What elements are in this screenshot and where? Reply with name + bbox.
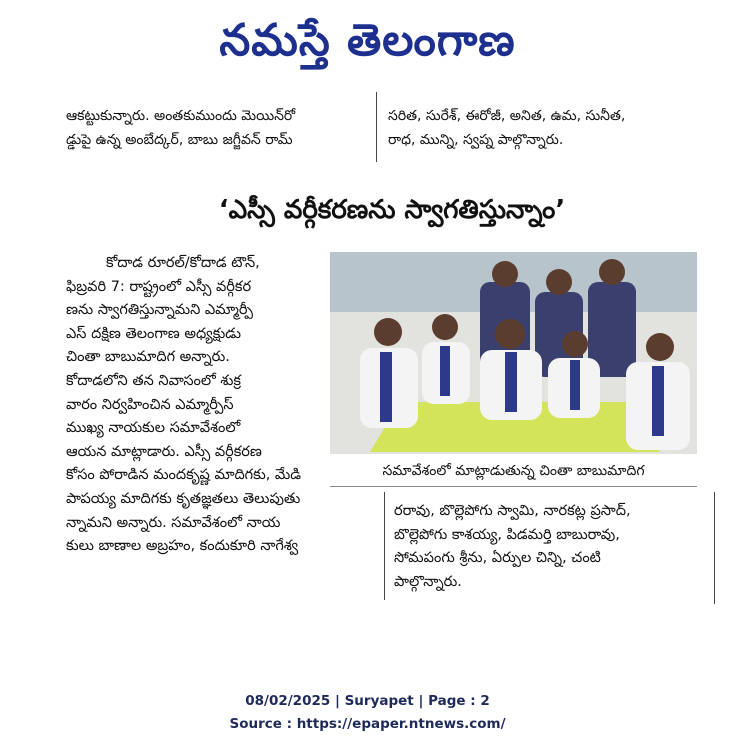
- column-divider: [384, 492, 385, 600]
- body-line: సోమపంగు శ్రీను, ఏర్పుల చిన్ని, చంటి: [394, 550, 601, 567]
- column-divider: [376, 92, 377, 162]
- body-line: కులు బాణాల అబ్రహం, కందుకూరి నాగేశ్వ: [66, 538, 299, 555]
- body-line: ఎస్ దక్షిణ తెలంగాణ అధ్యక్షుడు: [66, 325, 242, 342]
- top-right-line: సరిత, సురేశ్, ఈరోజీ, అనిత, ఉమ, సునీత,: [388, 108, 626, 124]
- article-headline: ‘ఎస్సీ వర్గీకరణను స్వాగతిస్తున్నాం’: [218, 195, 566, 225]
- body-line: ఆయన మాట్లాడారు. ఎస్సీ వర్గీకరణ: [66, 443, 262, 460]
- top-left-line: డ్డుపై ఉన్న అంబేద్కర్, బాబు జగ్జీవన్ రామ్: [66, 132, 293, 148]
- body-line: పాపయ్య మాదిగకు కృతజ్ఞతలు తెలుపుతు: [66, 490, 301, 507]
- news-clipping: [66, 92, 718, 612]
- newspaper-masthead: [0, 6, 735, 76]
- photo-illustration: [330, 252, 697, 454]
- body-line: ఫిబ్రవరి 7: రాష్ట్రంలో ఎస్సీ వర్గీకర: [66, 278, 252, 295]
- masthead-title: నమస్తే తెలంగాణ: [219, 15, 516, 66]
- body-line: రరావు, బొల్లెపోగు స్వామి, నారకట్ల ప్రసాద్,: [394, 503, 631, 519]
- news-photo: [330, 252, 697, 454]
- body-line: కోదాడ రూరల్/కోదాడ టౌన్,: [106, 255, 260, 271]
- top-right-column: [388, 92, 718, 152]
- article-body-left: [66, 252, 316, 559]
- column-divider: [714, 492, 715, 604]
- photo-caption: సమావేశంలో మాట్లాడుతున్న చింతా బాబుమాదిగ: [330, 456, 697, 487]
- body-line: కోసం పోరాడిన మందకృష్ణ మాదిగకు, మేడి: [66, 467, 302, 484]
- top-left-column: [66, 92, 366, 152]
- top-right-line: రాధ, మున్ని, స్వప్న పాల్గొన్నారు.: [388, 132, 564, 148]
- body-line: కోదాడలోని తన నివాసంలో శుక్ర: [66, 372, 241, 389]
- body-line: వారం నిర్వహించిన ఎమ్మార్పీస్: [66, 396, 234, 413]
- body-line: పాల్గొన్నారు.: [394, 573, 462, 590]
- article-body-right: [394, 500, 706, 594]
- footer-date-line: 08/02/2025 | Suryapet | Page : 2: [245, 693, 490, 709]
- body-line: ముఖ్య నాయకుల సమావేశంలో: [66, 420, 241, 437]
- body-line: బొల్లెపోగు కాశయ్య, పిడమర్తి బాబురావు,: [394, 526, 620, 543]
- body-line: చింతా బాబుమాదిగ అన్నారు.: [66, 349, 230, 366]
- body-line: న్నామని అన్నారు. సమావేశంలో నాయ: [66, 514, 281, 531]
- footer-source-line: Source : https://epaper.ntnews.com/: [229, 716, 506, 732]
- body-line: ణను స్వాగతిస్తున్నామని ఎమ్మార్పీ: [66, 302, 254, 319]
- top-left-line: ఆకట్టుకున్నారు. అంతకుముందు మెయిన్‌రో: [66, 108, 296, 124]
